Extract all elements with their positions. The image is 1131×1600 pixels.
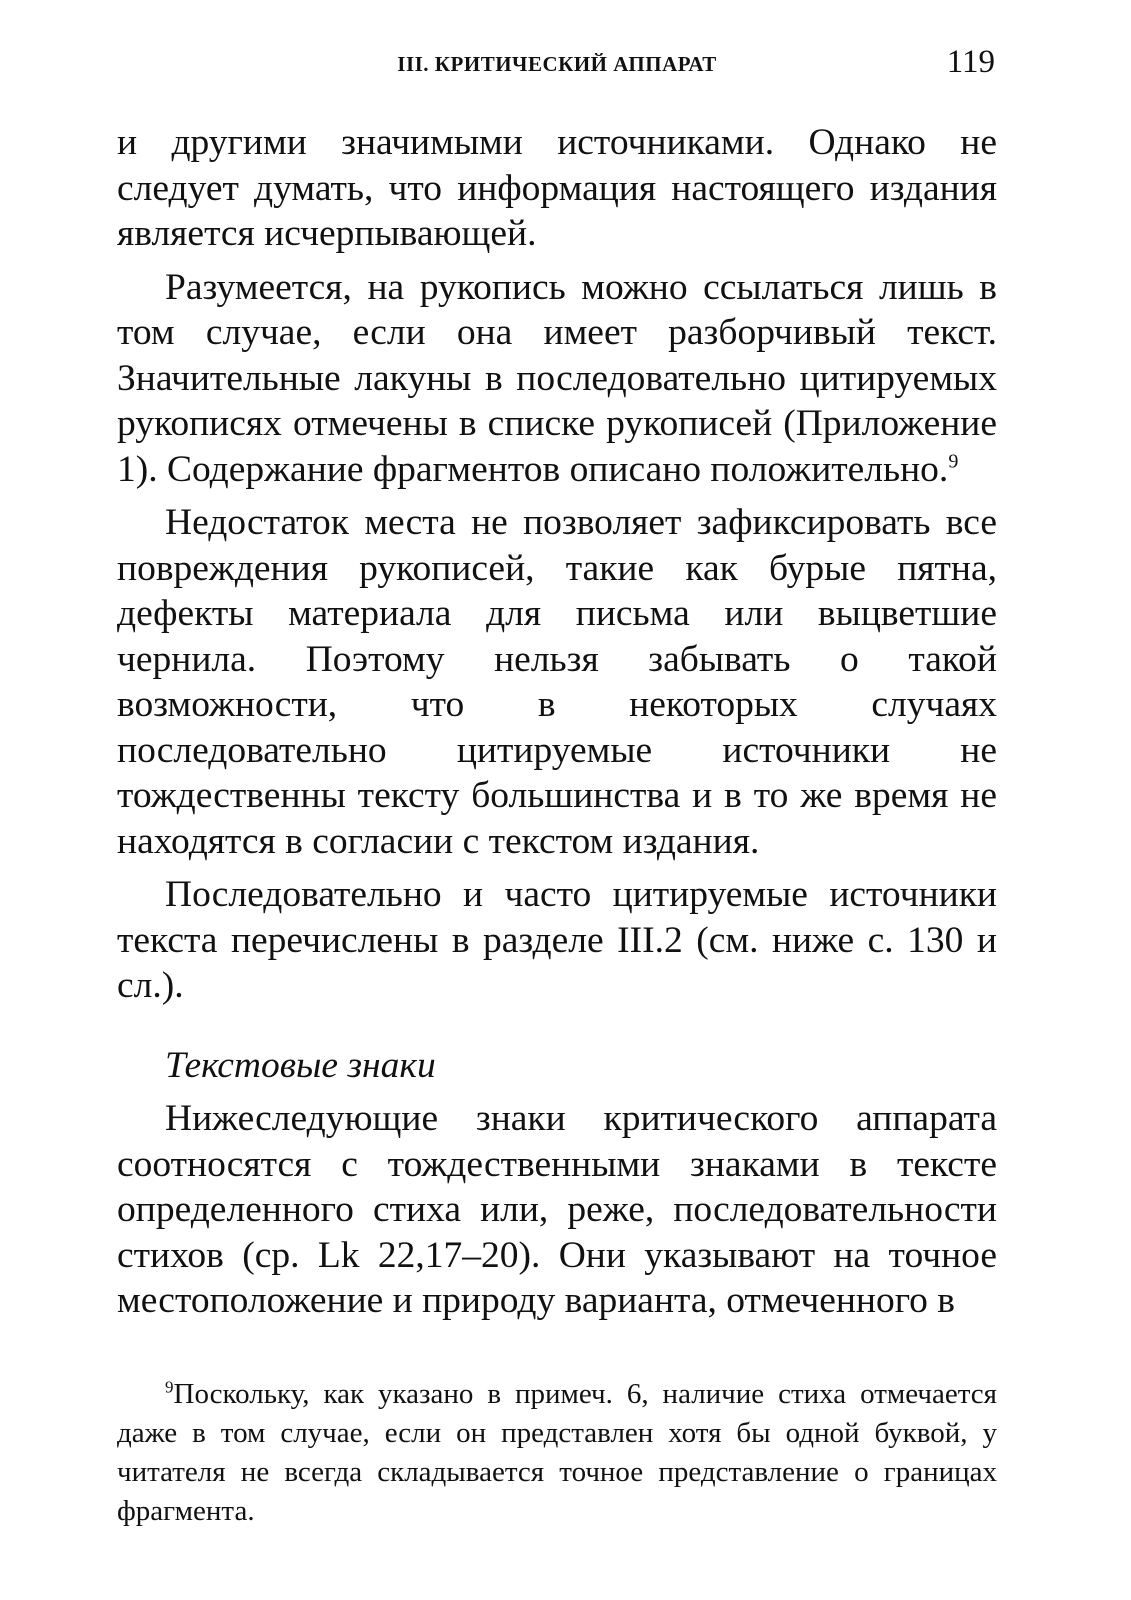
section-heading: Текстовые знаки [165, 1044, 436, 1086]
paragraph-sources: Последовательно и часто цитируемые источники текста перечислены в разделе III.2 (см. ниже с. 130 и сл.). [117, 874, 997, 1006]
footnote [117, 1375, 997, 1531]
main-text [117, 120, 997, 1324]
footnote-paragraph [117, 1375, 997, 1531]
paragraph-signs: Нижеследующие знаки критического аппарата соотносятся с тождественными знаками в тексте определенного стиха или, реже, последовательности стихов (ср. Lk 22,17–20). Они указывают на точное местоположение и природу варианта, отмеченного в [117, 1098, 997, 1321]
page-number: 119 [946, 44, 995, 80]
paragraph-continuation: и другими значимыми источниками. Однако не следует думать, что информация настоящего издания является исчерпывающей. [117, 122, 997, 254]
paragraph-manuscripts [117, 265, 997, 493]
paragraph-manuscripts-text: Разумеется, на рукопись можно ссылаться лишь в том случае, если она имеет разборчивый текст. Значительные лакуны в последовательно цитируемых рукописях отмечены в списке рукописей (Приложение 1). Содержание фрагментов описано положительно. [117, 266, 997, 490]
paragraph-damage: Недостаток места не позволяет зафиксировать все повреждения рукописей, такие как бурые пятна, дефекты материала для письма или выцветшие чернила. Поэтому нельзя забывать о такой возможности, что в некоторых случаях последовательно цитируемые источники не тождественны тексту большинства и в то же время не находятся в согласии с текстом издания. [117, 502, 997, 862]
footnote-text: Поскольку, как указано в примеч. 6, наличие стиха отмечается даже в том случае, если он представлен хотя бы одной буквой, у читателя не всегда складывается точное представление о границах фрагмента. [117, 1378, 997, 1527]
running-head [117, 40, 997, 90]
running-title: III. КРИТИЧЕСКИЙ АППАРАТ [397, 52, 717, 76]
book-page [117, 40, 997, 1570]
footnote-marker: 9 [165, 1377, 174, 1397]
footnote-reference: 9 [948, 450, 959, 472]
